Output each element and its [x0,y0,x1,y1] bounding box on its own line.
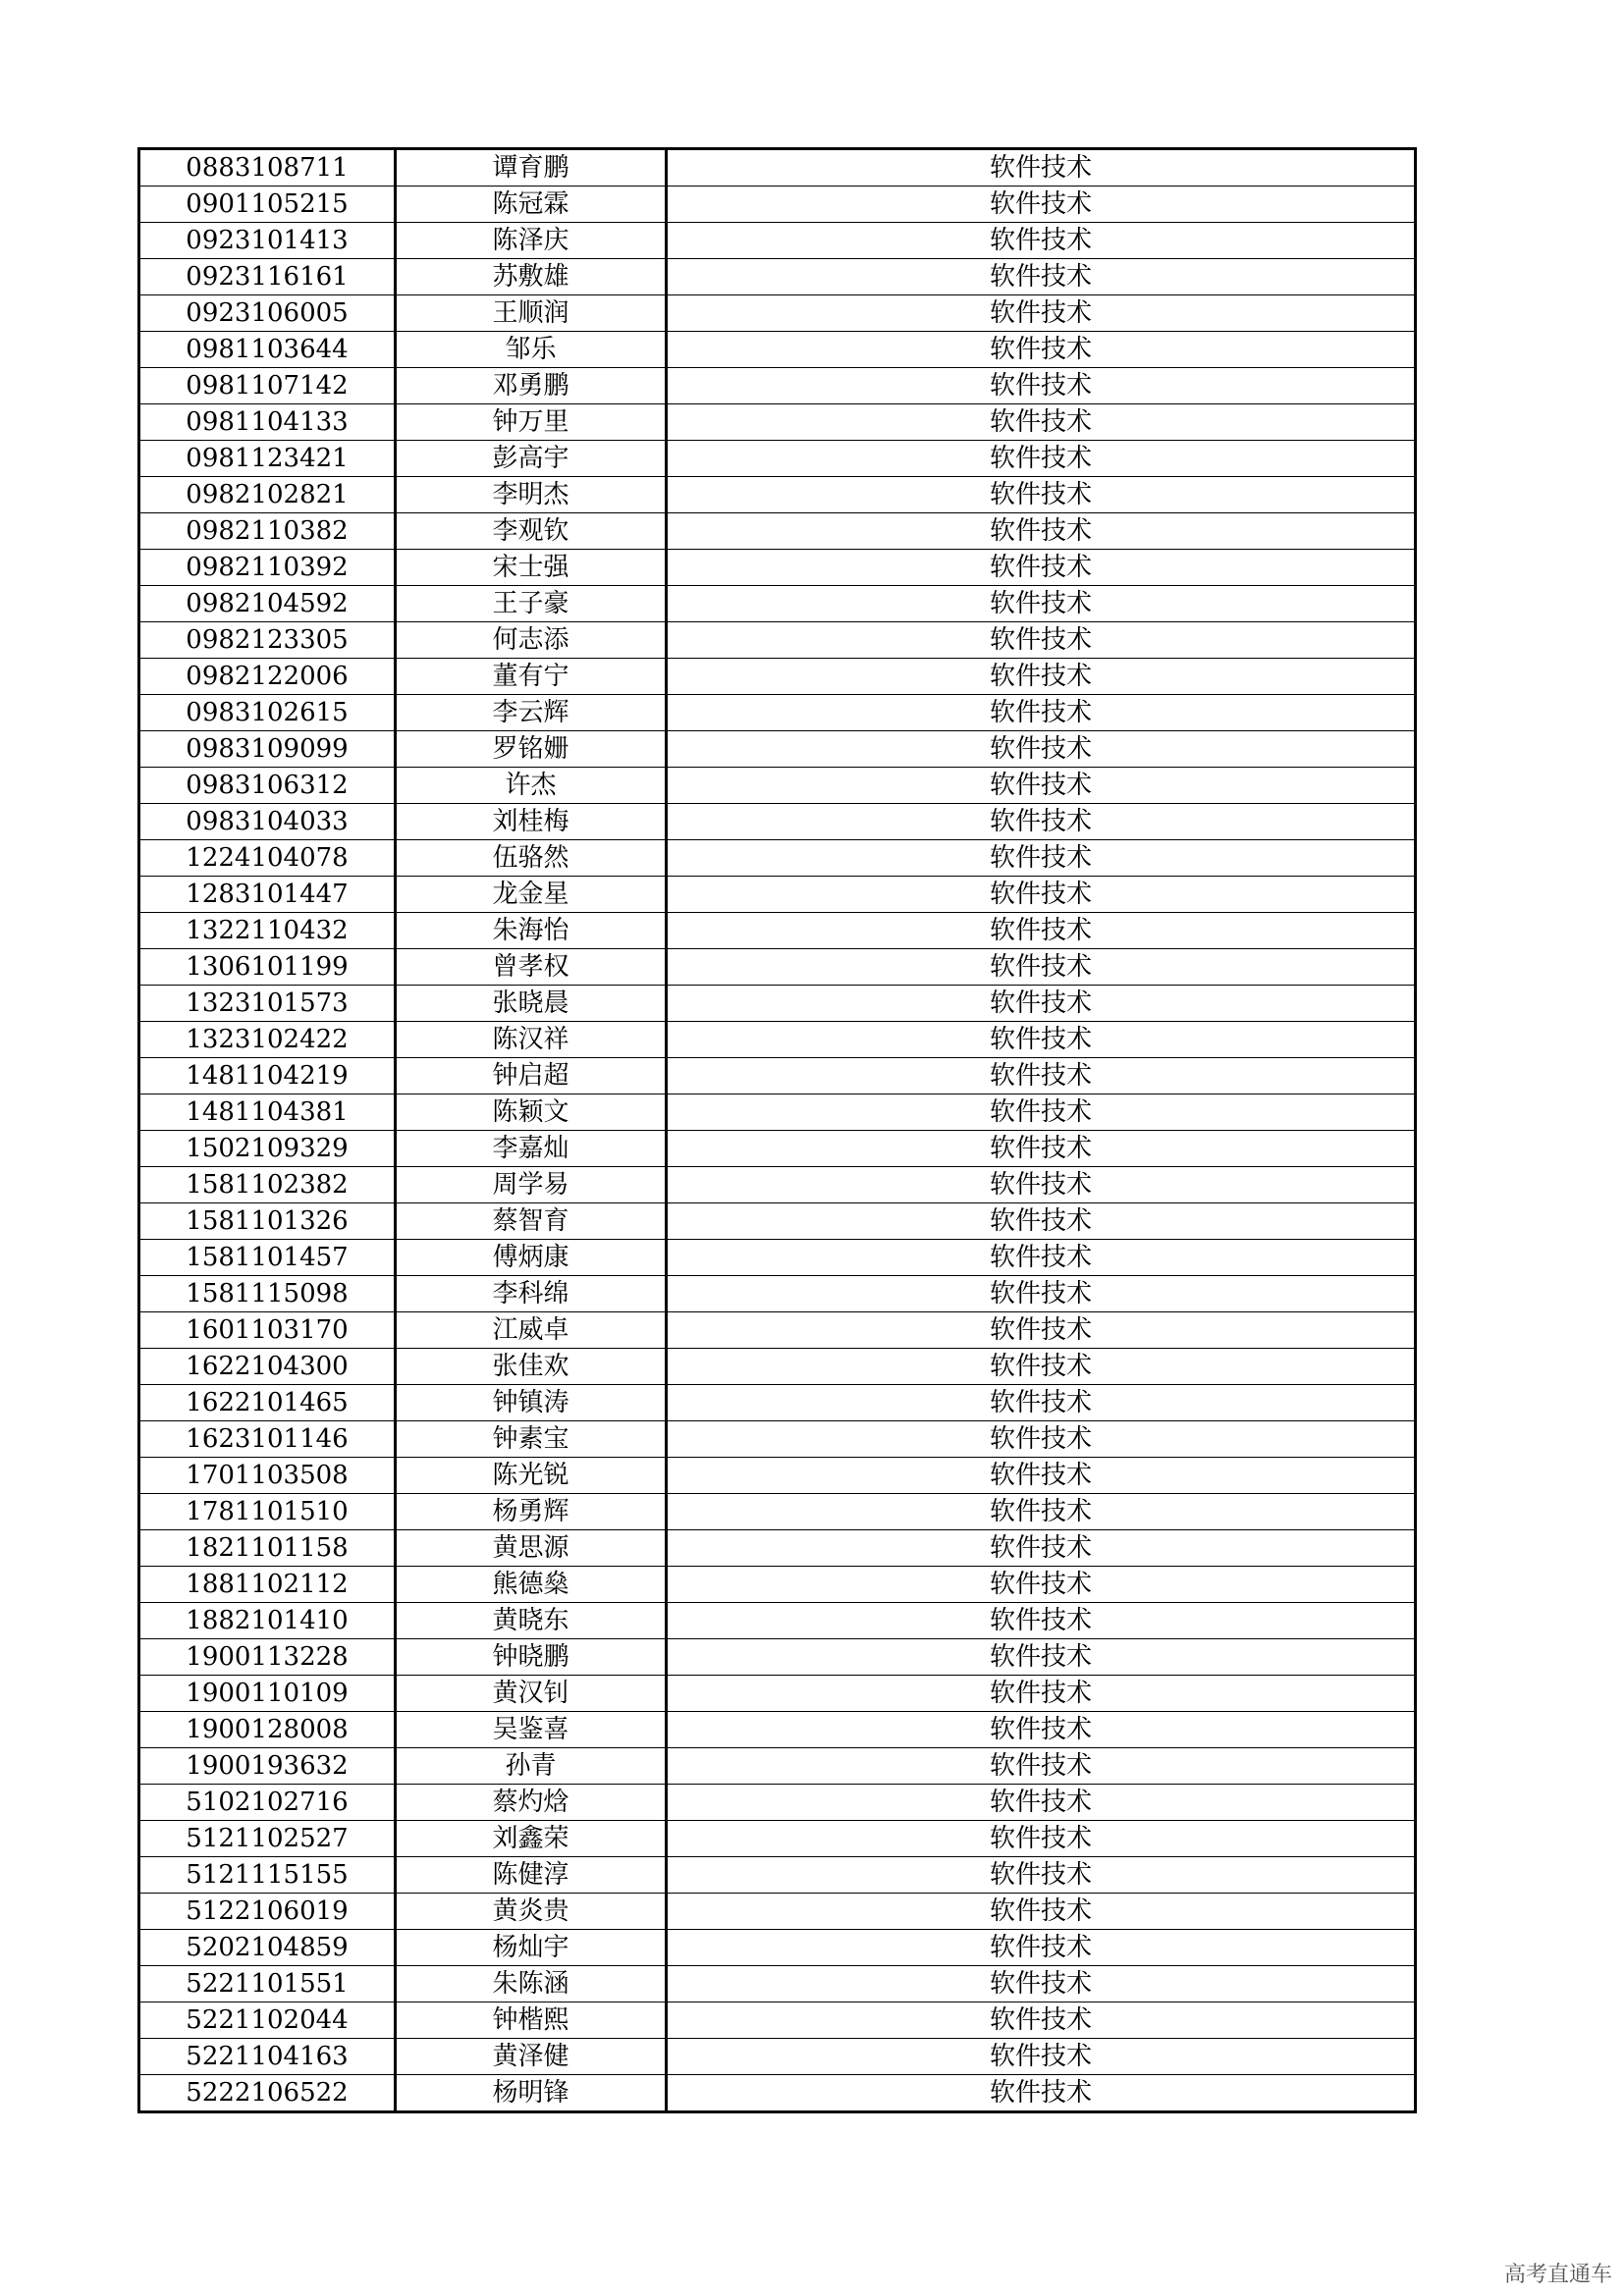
major-cell: 软件技术 [667,1421,1416,1458]
student-name-cell: 陈冠霖 [396,187,667,223]
student-name-cell: 陈健淳 [396,1857,667,1894]
student-id-cell: 0883108711 [139,149,396,187]
table-row [139,223,1416,259]
student-id-cell: 1781101510 [139,1494,396,1530]
student-id-cell: 5202104859 [139,1930,396,1966]
major-cell: 软件技术 [667,368,1416,404]
student-id-cell: 0982122006 [139,659,396,695]
table-row [139,1240,1416,1276]
major-cell: 软件技术 [667,1095,1416,1131]
student-id-cell: 1306101199 [139,949,396,986]
student-id-cell: 1322110432 [139,913,396,949]
student-id-cell: 0923101413 [139,223,396,259]
student-name-cell: 蔡灼焓 [396,1785,667,1821]
table-row [139,1930,1416,1966]
table-row [139,1785,1416,1821]
student-id-cell: 0982104592 [139,586,396,622]
major-cell: 软件技术 [667,1821,1416,1857]
table-row [139,949,1416,986]
student-name-cell: 张佳欢 [396,1349,667,1385]
student-id-cell: 1502109329 [139,1131,396,1167]
major-cell: 软件技术 [667,1058,1416,1095]
student-name-cell: 许杰 [396,768,667,804]
student-name-cell: 彭高宇 [396,441,667,477]
major-cell: 软件技术 [667,1676,1416,1712]
student-name-cell: 黄晓东 [396,1603,667,1639]
student-name-cell: 王顺润 [396,295,667,332]
table-row [139,1676,1416,1712]
table-row [139,913,1416,949]
major-cell: 软件技术 [667,586,1416,622]
student-id-cell: 0981123421 [139,441,396,477]
major-cell: 软件技术 [667,1022,1416,1058]
major-cell: 软件技术 [667,1494,1416,1530]
student-id-cell: 1701103508 [139,1458,396,1494]
student-id-cell: 1821101158 [139,1530,396,1567]
table-row [139,368,1416,404]
student-id-cell: 5121102527 [139,1821,396,1857]
table-row [139,149,1416,187]
table-row [139,1058,1416,1095]
major-cell: 软件技术 [667,477,1416,513]
student-id-cell: 5222106522 [139,2075,396,2112]
student-id-cell: 1623101146 [139,1421,396,1458]
table-row [139,1312,1416,1349]
table-row [139,295,1416,332]
student-id-cell: 0982110392 [139,550,396,586]
student-name-cell: 朱海怡 [396,913,667,949]
student-id-cell: 5102102716 [139,1785,396,1821]
major-cell: 软件技术 [667,1458,1416,1494]
major-cell: 软件技术 [667,986,1416,1022]
student-id-cell: 1881102112 [139,1567,396,1603]
student-id-cell: 0981103644 [139,332,396,368]
major-cell: 软件技术 [667,404,1416,441]
major-cell: 软件技术 [667,1530,1416,1567]
student-id-cell: 5221101551 [139,1966,396,2002]
table-row [139,1857,1416,1894]
student-name-cell: 杨灿宇 [396,1930,667,1966]
major-cell: 软件技术 [667,1240,1416,1276]
student-name-cell: 董有宁 [396,659,667,695]
major-cell: 软件技术 [667,2075,1416,2112]
student-name-cell: 杨明锋 [396,2075,667,2112]
student-name-cell: 钟晓鹏 [396,1639,667,1676]
student-id-cell: 1622104300 [139,1349,396,1385]
student-name-cell: 李观钦 [396,513,667,550]
major-cell: 软件技术 [667,295,1416,332]
table-row [139,1458,1416,1494]
major-cell: 软件技术 [667,1603,1416,1639]
student-id-cell: 1900113228 [139,1639,396,1676]
major-cell: 软件技术 [667,731,1416,768]
student-id-cell: 0983109099 [139,731,396,768]
student-id-cell: 5121115155 [139,1857,396,1894]
major-cell: 软件技术 [667,1312,1416,1349]
major-cell: 软件技术 [667,1712,1416,1748]
admission-table [137,147,1417,2113]
student-id-cell: 1581102382 [139,1167,396,1203]
student-id-cell: 1581101457 [139,1240,396,1276]
student-id-cell: 1581101326 [139,1203,396,1240]
student-name-cell: 宋士强 [396,550,667,586]
table-row [139,332,1416,368]
major-cell: 软件技术 [667,1567,1416,1603]
major-cell: 软件技术 [667,695,1416,731]
major-cell: 软件技术 [667,1966,1416,2002]
student-id-cell: 0901105215 [139,187,396,223]
student-id-cell: 0982102821 [139,477,396,513]
student-name-cell: 刘桂梅 [396,804,667,840]
major-cell: 软件技术 [667,913,1416,949]
student-name-cell: 龙金星 [396,877,667,913]
student-name-cell: 杨勇辉 [396,1494,667,1530]
student-name-cell: 江威卓 [396,1312,667,1349]
table-row [139,1712,1416,1748]
major-cell: 软件技术 [667,1131,1416,1167]
major-cell: 软件技术 [667,513,1416,550]
table-row [139,1603,1416,1639]
table-row [139,840,1416,877]
student-name-cell: 钟镇涛 [396,1385,667,1421]
table-row [139,586,1416,622]
student-name-cell: 钟万里 [396,404,667,441]
major-cell: 软件技术 [667,1748,1416,1785]
table-row [139,550,1416,586]
table-row [139,1639,1416,1676]
student-id-cell: 0983106312 [139,768,396,804]
student-id-cell: 0983102615 [139,695,396,731]
table-row [139,1748,1416,1785]
table-row [139,1385,1416,1421]
major-cell: 软件技术 [667,2002,1416,2039]
student-id-cell: 1481104219 [139,1058,396,1095]
student-name-cell: 李云辉 [396,695,667,731]
student-id-cell: 1481104381 [139,1095,396,1131]
student-id-cell: 0923116161 [139,259,396,295]
major-cell: 软件技术 [667,149,1416,187]
major-cell: 软件技术 [667,659,1416,695]
major-cell: 软件技术 [667,441,1416,477]
student-name-cell: 黄炎贵 [396,1894,667,1930]
table-row [139,622,1416,659]
table-row [139,1567,1416,1603]
student-name-cell: 陈光锐 [396,1458,667,1494]
student-id-cell: 5221104163 [139,2039,396,2075]
major-cell: 软件技术 [667,949,1416,986]
table-row [139,1966,1416,2002]
student-id-cell: 0981104133 [139,404,396,441]
student-id-cell: 0923106005 [139,295,396,332]
admission-table-body [139,149,1416,2112]
table-row [139,986,1416,1022]
student-name-cell: 张晓晨 [396,986,667,1022]
student-id-cell: 1900193632 [139,1748,396,1785]
student-name-cell: 熊德燊 [396,1567,667,1603]
table-row [139,877,1416,913]
major-cell: 软件技术 [667,1385,1416,1421]
student-name-cell: 陈泽庆 [396,223,667,259]
student-id-cell: 5122106019 [139,1894,396,1930]
major-cell: 软件技术 [667,840,1416,877]
major-cell: 软件技术 [667,2039,1416,2075]
student-name-cell: 周学易 [396,1167,667,1203]
table-row [139,1349,1416,1385]
student-name-cell: 朱陈涵 [396,1966,667,2002]
student-id-cell: 1622101465 [139,1385,396,1421]
student-name-cell: 陈汉祥 [396,1022,667,1058]
table-row [139,2075,1416,2112]
student-name-cell: 邹乐 [396,332,667,368]
student-name-cell: 蔡智育 [396,1203,667,1240]
major-cell: 软件技术 [667,622,1416,659]
student-name-cell: 吴鉴喜 [396,1712,667,1748]
table-row [139,1203,1416,1240]
student-id-cell: 0983104033 [139,804,396,840]
student-name-cell: 黄思源 [396,1530,667,1567]
table-row [139,1131,1416,1167]
table-row [139,768,1416,804]
student-name-cell: 钟素宝 [396,1421,667,1458]
student-id-cell: 1900110109 [139,1676,396,1712]
student-id-cell: 1581115098 [139,1276,396,1312]
watermark-text: 高考直通车 [1503,2263,1612,2287]
table-row [139,2039,1416,2075]
table-row [139,1494,1416,1530]
table-row [139,804,1416,840]
major-cell: 软件技术 [667,1785,1416,1821]
major-cell: 软件技术 [667,804,1416,840]
student-name-cell: 黄汉钊 [396,1676,667,1712]
major-cell: 软件技术 [667,1894,1416,1930]
student-id-cell: 0982123305 [139,622,396,659]
student-name-cell: 王子豪 [396,586,667,622]
student-id-cell: 1882101410 [139,1603,396,1639]
major-cell: 软件技术 [667,1203,1416,1240]
table-row [139,659,1416,695]
table-row [139,1821,1416,1857]
student-id-cell: 1224104078 [139,840,396,877]
student-name-cell: 李嘉灿 [396,1131,667,1167]
major-cell: 软件技术 [667,1639,1416,1676]
table-row [139,259,1416,295]
table-row [139,1167,1416,1203]
student-name-cell: 伍骆然 [396,840,667,877]
table-row [139,1276,1416,1312]
major-cell: 软件技术 [667,1167,1416,1203]
table-row [139,1894,1416,1930]
student-id-cell: 0981107142 [139,368,396,404]
table-row [139,404,1416,441]
student-name-cell: 傅炳康 [396,1240,667,1276]
student-name-cell: 孙青 [396,1748,667,1785]
student-name-cell: 刘鑫荣 [396,1821,667,1857]
major-cell: 软件技术 [667,1930,1416,1966]
table-row [139,731,1416,768]
major-cell: 软件技术 [667,1276,1416,1312]
student-id-cell: 1601103170 [139,1312,396,1349]
student-name-cell: 苏敷雄 [396,259,667,295]
major-cell: 软件技术 [667,187,1416,223]
student-name-cell: 曾孝权 [396,949,667,986]
student-id-cell: 1323101573 [139,986,396,1022]
student-name-cell: 钟启超 [396,1058,667,1095]
student-id-cell: 1900128008 [139,1712,396,1748]
student-id-cell: 1283101447 [139,877,396,913]
major-cell: 软件技术 [667,877,1416,913]
student-name-cell: 李科绵 [396,1276,667,1312]
table-row [139,2002,1416,2039]
major-cell: 软件技术 [667,1349,1416,1385]
table-row [139,1421,1416,1458]
major-cell: 软件技术 [667,259,1416,295]
student-id-cell: 1323102422 [139,1022,396,1058]
major-cell: 软件技术 [667,768,1416,804]
table-row [139,187,1416,223]
major-cell: 软件技术 [667,332,1416,368]
major-cell: 软件技术 [667,223,1416,259]
student-id-cell: 5221102044 [139,2002,396,2039]
student-id-cell: 0982110382 [139,513,396,550]
table-row [139,1022,1416,1058]
table-row [139,477,1416,513]
major-cell: 软件技术 [667,550,1416,586]
student-name-cell: 陈颖文 [396,1095,667,1131]
table-row [139,513,1416,550]
major-cell: 软件技术 [667,1857,1416,1894]
table-row [139,1530,1416,1567]
student-name-cell: 何志添 [396,622,667,659]
table-row [139,441,1416,477]
student-name-cell: 谭育鹏 [396,149,667,187]
table-row [139,695,1416,731]
student-name-cell: 钟楷熙 [396,2002,667,2039]
student-name-cell: 黄泽健 [396,2039,667,2075]
table-row [139,1095,1416,1131]
student-name-cell: 邓勇鹏 [396,368,667,404]
student-name-cell: 罗铭姗 [396,731,667,768]
student-name-cell: 李明杰 [396,477,667,513]
